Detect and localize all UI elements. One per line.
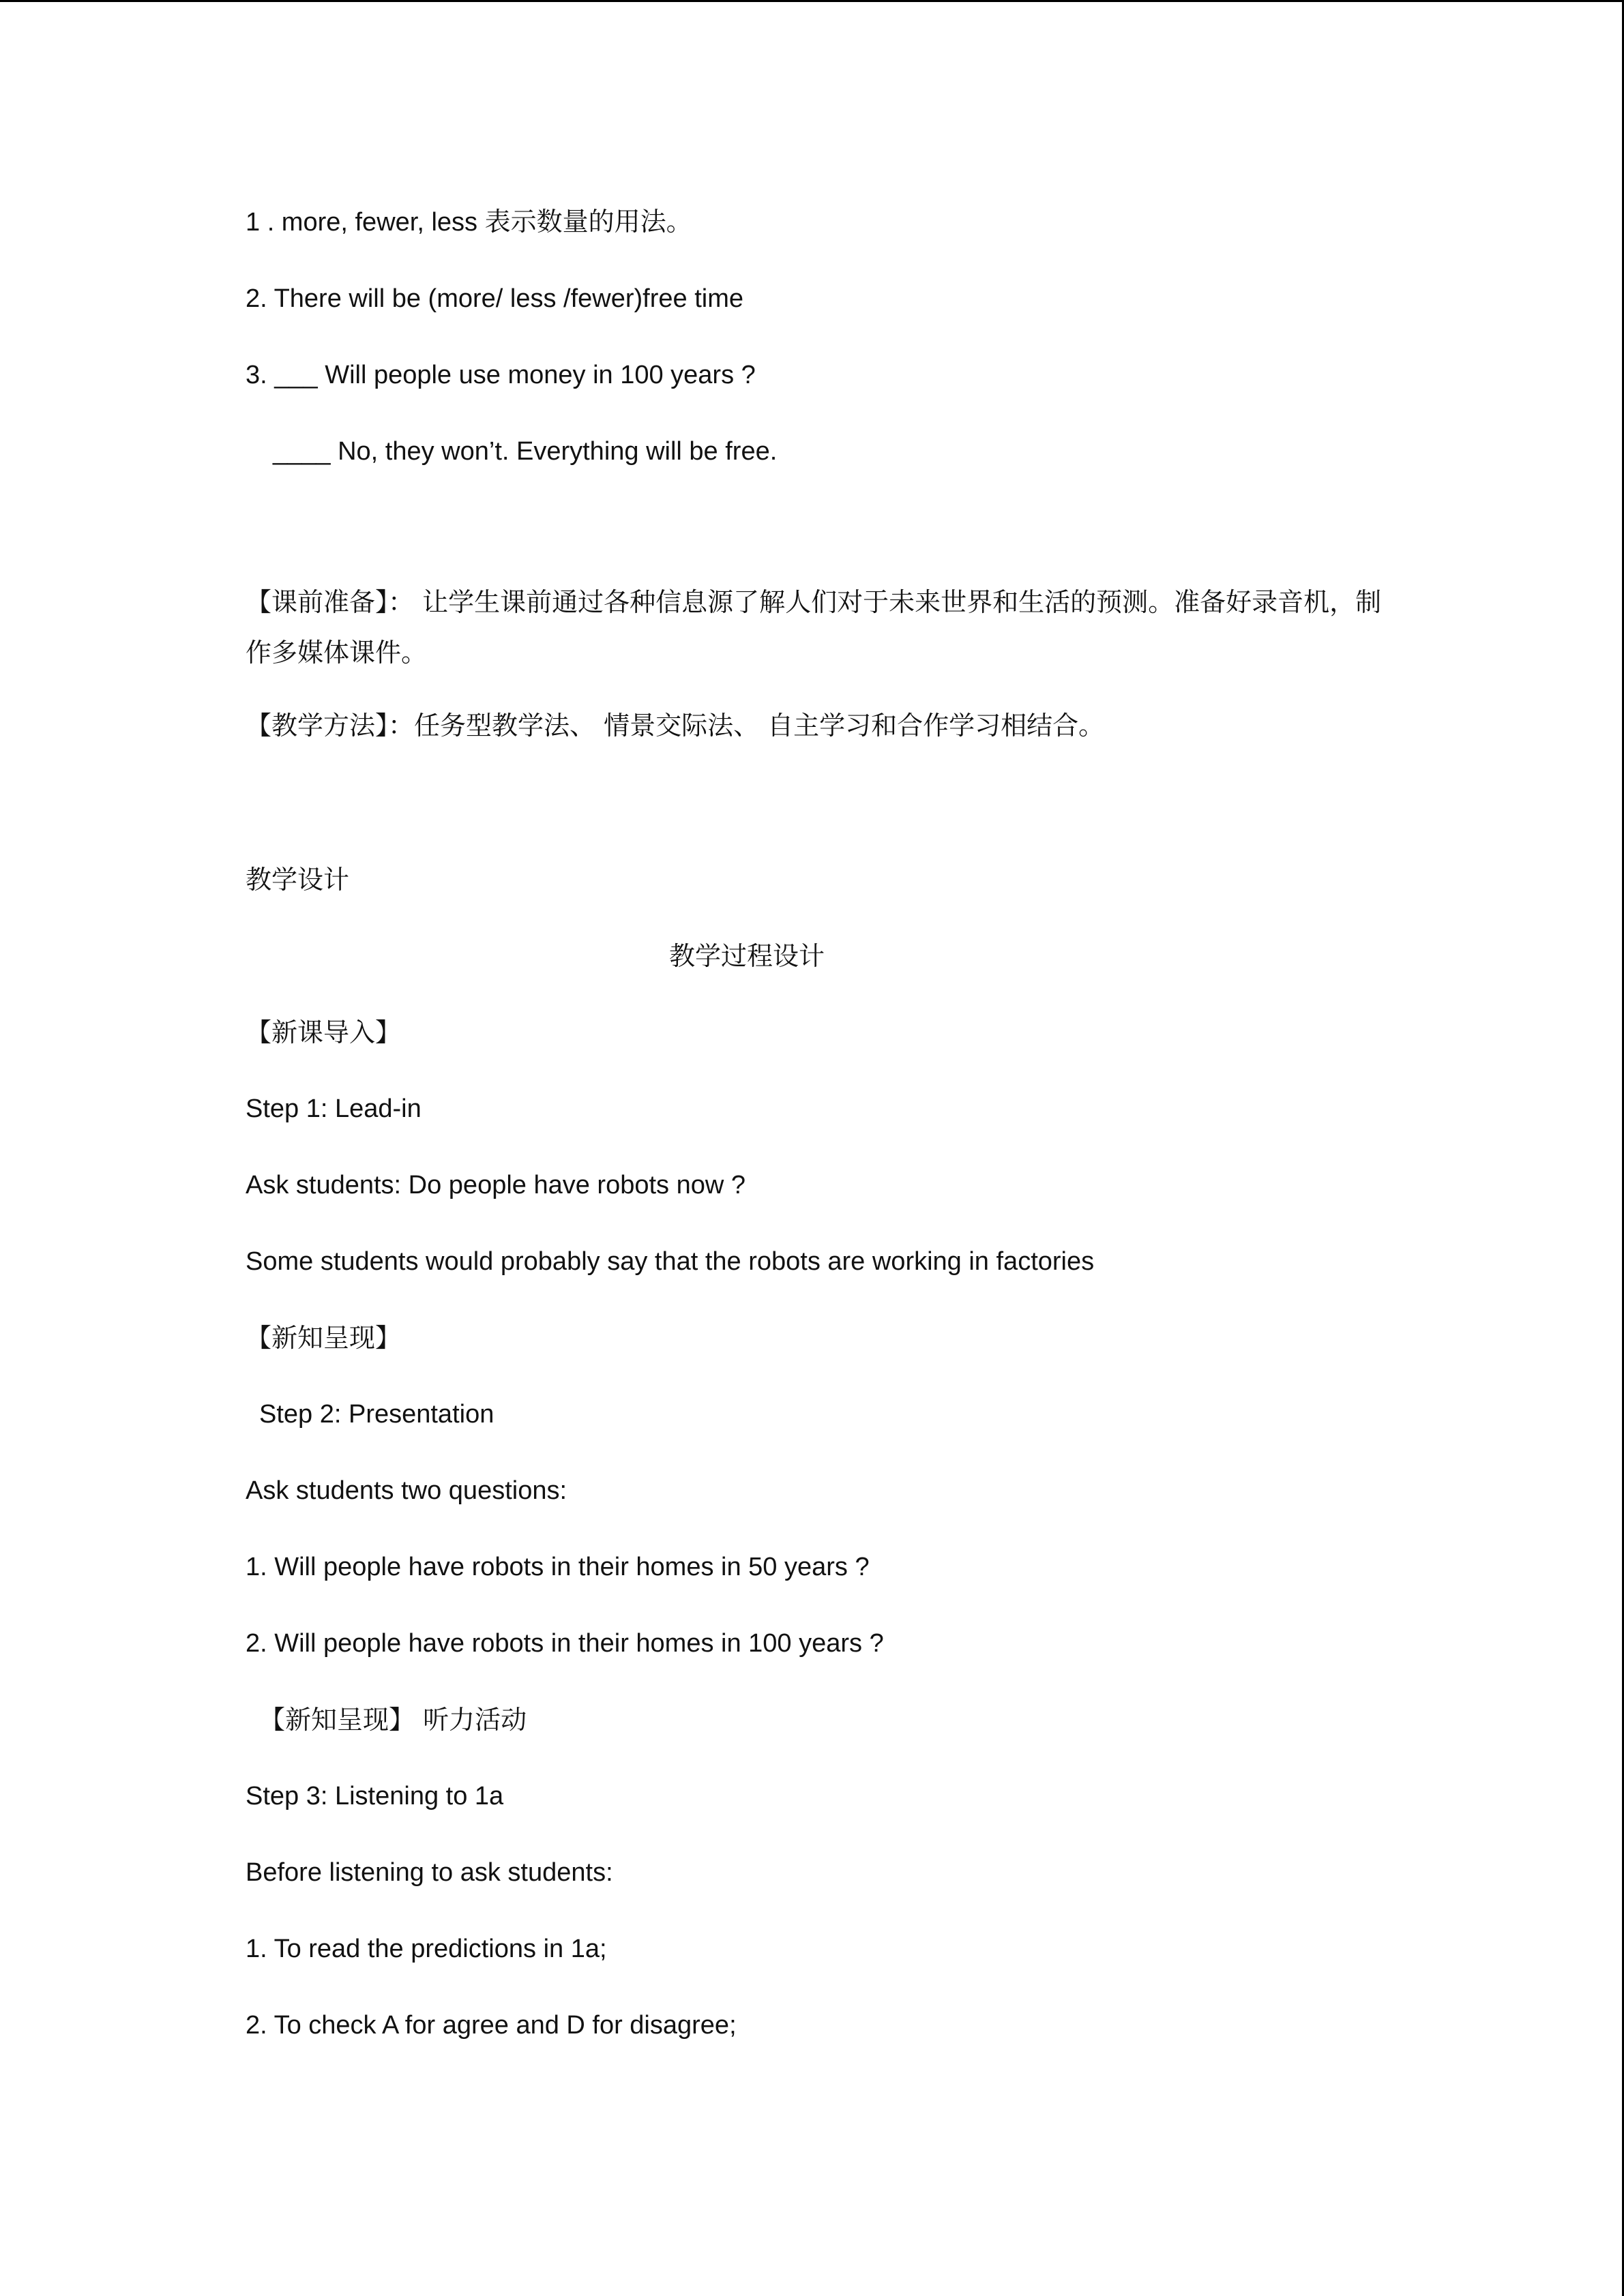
step-2-heading: Step 2: Presentation xyxy=(259,1400,494,1429)
step-2-question-1: 1. Will people have robots in their homes in 50 years ? xyxy=(246,1553,870,1581)
section-label-listening: 【新知呈现】 听力活动 xyxy=(259,1705,527,1735)
step-2-intro: Ask students two questions: xyxy=(246,1476,567,1505)
section-title-process-design: 教学过程设计 xyxy=(668,941,825,971)
step-3-task-2: 2. To check A for agree and D for disagree; xyxy=(246,2011,737,2040)
step-3-heading: Step 3: Listening to 1a xyxy=(246,1782,504,1810)
page-top-border xyxy=(0,0,1624,2)
step-2-question-2: 2. Will people have robots in their homes in 100 years ? xyxy=(246,1629,884,1658)
teaching-methods: 【教学方法】：任务型教学法、 情景交际法、 自主学习和合作学习相结合。 xyxy=(246,711,1105,741)
section-label-new-lesson: 【新课导入】 xyxy=(246,1017,402,1047)
step-1-heading: Step 1: Lead-in xyxy=(246,1094,422,1123)
grammar-point-1: 1 . more, fewer, less 表示数量的用法。 xyxy=(246,208,692,237)
step-1-note: Some students would probably say that the robots are working in factories xyxy=(246,1247,1095,1276)
preparation-paragraph: 【课前准备】： 让学生课前通过各种信息源了解人们对于未来世界和生活的预测。准备好录音机，制作多媒体课件。 xyxy=(246,587,1382,668)
step-3-intro: Before listening to ask students: xyxy=(246,1858,613,1887)
grammar-point-3-answer: ____ No, they won’t. Everything will be free. xyxy=(273,437,778,466)
grammar-point-2: 2. There will be (more/ less /fewer)free time xyxy=(246,284,743,313)
section-heading-teaching-design: 教学设计 xyxy=(246,865,350,895)
grammar-point-3: 3. ___ Will people use money in 100 years ? xyxy=(246,361,756,389)
section-label-presentation: 【新知呈现】 xyxy=(246,1323,402,1353)
step-3-task-1: 1. To read the predictions in 1a; xyxy=(246,1935,607,1963)
step-1-question: Ask students: Do people have robots now ? xyxy=(246,1171,746,1199)
